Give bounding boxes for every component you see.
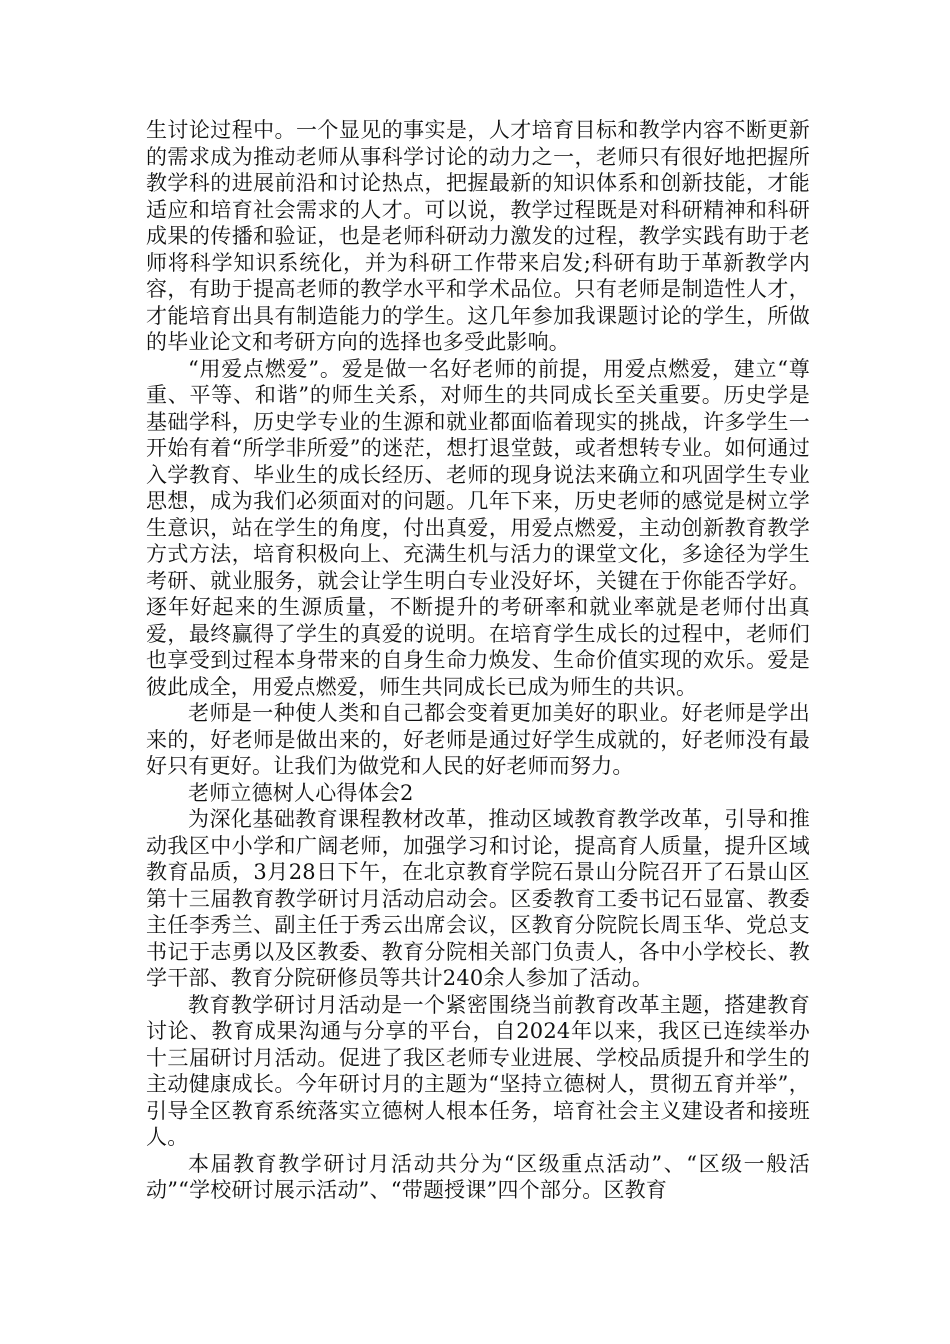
paragraph-continuation: 生讨论过程中。一个显见的事实是，人才培育目标和教学内容不断更新的需求成为推动老师从事科学讨论的动力之一，老师只有很好地把握所教学科的进展前沿和讨论热点，把握最新的知识体系和创新技能，才能适应和培育社会需求的人才。可以说，教学过程既是对科研精神和科研成果的传播和验证，也是老师科研动力激发的过程，教学实践有助于老师将科学知识系统化，并为科研工作带来启发;科研有助于革新教学内容，有助于提高老师的教学水平和学术品位。只有老师是制造性人才，才能培育出具有制造能力的学生。这几年参加我课题讨论的学生，所做的毕业论文和考研方向的选择也多受此影响。 [146,118,810,354]
section-heading: 老师立德树人心得体会2 [188,780,414,805]
paragraph-love: “用爱点燃爱”。爱是做一名好老师的前提，用爱点燃爱，建立“尊重、平等、和谐”的师生关系，对师生的共同成长至关重要。历史学是基础学科，历史学专业的生源和就业都面临着现实的挑战，许多学生一开始有着“所学非所爱”的迷茫，想打退堂鼓，或者想转专业。如何通过入学教育、毕业生的成长经历、老师的现身说法来确立和巩固学生专业思想，成为我们必须面对的问题。几年下来，历史老师的感觉是树立学生意识，站在学生的角度，付出真爱，用爱点燃爱，主动创新教育教学方式方法，培育积极向上、充满生机与活力的课堂文化，多途径为学生考研、就业服务，就会让学生明白专业没好坏，关键在于你能否学好。逐年好起来的生源质量，不断提升的考研率和就业率就是老师付出真爱，最终赢得了学生的真爱的说明。在培育学生成长的过程中，老师们也享受到过程本身带来的自身生命力焕发、生命价值实现的欢乐。爱是彼此成全，用爱点燃爱，师生共同成长已成为师生的共识。 [146,356,810,699]
paragraph-event-parts: 本届教育教学研讨月活动共分为“区级重点活动”、“区级一般活动”“学校研讨展示活动”、“带题授课”四个部分。区教育 [146,1151,810,1202]
document-page [146,117,810,1204]
paragraph-event-theme: 教育教学研讨月活动是一个紧密围绕当前教育改革主题，搭建教育讨论、教育成果沟通与分享的平台，自2024年以来，我区已连续举办十三届研讨月活动。促进了我区老师专业进展、学校品质提升和学生的主动健康成长。今年研讨月的主题为“坚持立德树人，贯彻五育并举”，引导全区教育系统落实立德树人根本任务，培育社会主义建设者和接班人。 [146,992,810,1149]
paragraph-good-teacher: 老师是一种使人类和自己都会变着更加美好的职业。好老师是学出来的，好老师是做出来的，好老师是通过好学生成就的，好老师没有最好只有更好。让我们为做党和人民的好老师而努力。 [146,701,810,778]
paragraph-event-intro: 为深化基础教育课程教材改革，推动区域教育教学改革，引导和推动我区中小学和广阔老师，加强学习和讨论，提高育人质量，提升区域教育品质，3月28日下午，在北京教育学院石景山分院召开了石景山区第十三届教育教学研讨月活动启动会。区委教育工委书记石显富、教委主任李秀兰、副主任于秀云出席会议，区教育分院院长周玉华、党总支书记于志勇以及区教委、教育分院相关部门负责人，各中小学校长、教学干部、教育分院研修员等共计240余人参加了活动。 [146,807,810,990]
